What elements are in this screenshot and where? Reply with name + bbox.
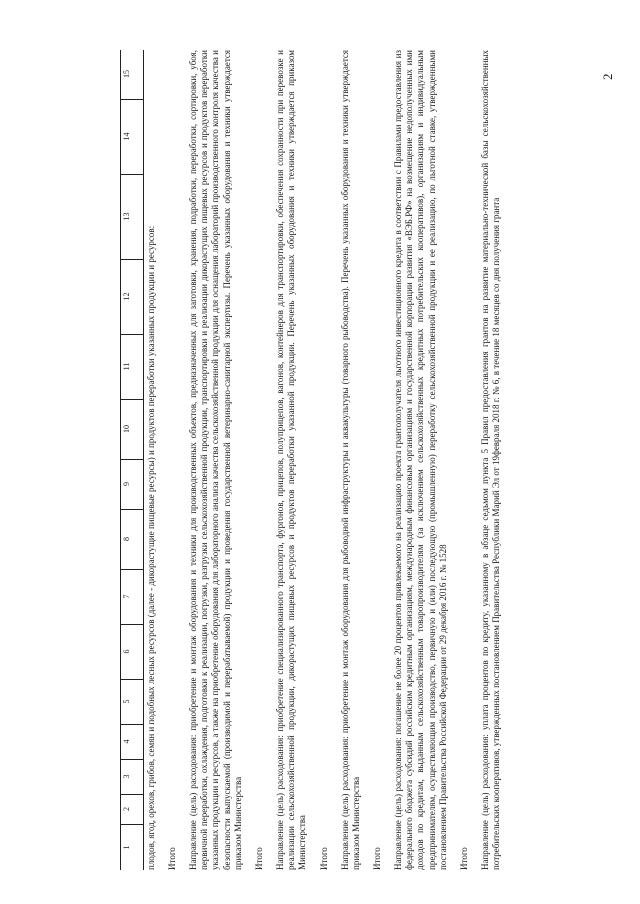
total-label: Итого bbox=[459, 847, 470, 870]
header-cell: 7 bbox=[121, 569, 143, 625]
total-label: Итого bbox=[254, 847, 265, 870]
section-intro-text: плодов, ягод, орехов, грибов, семян и подобных лесных ресурсов (далее - дикорастущие пищевые ресурсы) и продуктов переработки указанных продукции и ресурсов: bbox=[146, 225, 156, 870]
rotated-table bbox=[120, 50, 560, 870]
header-cell: 10 bbox=[121, 399, 143, 460]
table-header-row bbox=[120, 50, 144, 870]
header-cell: 14 bbox=[121, 99, 143, 175]
header-cell: 1 bbox=[122, 845, 131, 850]
header-cell: 6 bbox=[121, 624, 143, 680]
header-cell: 12 bbox=[121, 259, 143, 335]
header-cell: 13 bbox=[121, 174, 143, 260]
total-label: Итого bbox=[372, 847, 383, 870]
expense-direction-paragraph: Направление (цель) расходования: приобретение и монтаж оборудования и техники для производственных объектов, предназначенных для заготовки, хранения, подработки, переработки, сортировки, убоя, первичной переработки, охлаждения, подготовки к реализации, погрузки, разгрузки сельскохозяйственной продукции, транспортировки и реализации дикорастущих пищевых ресурсов и продуктов переработки указанных продукции и ресурсов, а также на приобретение оборудования для лабораторного анализа качества сельскохозяйственной продукции для оснащения лабораторий производственного контроля качества и безопасности выпускаемой (производимой и перерабатываемой) продукции и проведения государственной ветеринарно-санитарной экспертизы. Перечень указанных оборудования и техники утверждается приказом Министерства bbox=[188, 50, 243, 870]
header-cell: 15 bbox=[121, 49, 143, 100]
expense-direction-paragraph: Направление (цель) расходования: уплата процентов по кредиту, указанному в абзаце седьмом пункта 5 Правил предоставления грантов на развитие материально-технической базы сельскохозяйственных потребительских кооперативов, утвержденных постановлением Правительства Республики Марий Эл от 19февраля 2018 г. № 6, в течение 18 месяцев со дня получения гранта bbox=[480, 50, 502, 870]
header-cell: 11 bbox=[121, 334, 143, 400]
header-cell: 3 bbox=[121, 759, 143, 795]
header-cell: 4 bbox=[121, 724, 143, 760]
expense-direction-paragraph: Направление (цель) расходования: погашение не более 20 процентов привлекаемого на реализацию проекта грантополучателя льготного инвестиционного кредита в соответствии с Правилами предоставления из федерального бюджета субсидий российским кредитным организациям, международным финансовым организациям и государственной корпорации развития «ВЭБ.РФ» на возмещение недополученных ими доходов по кредитам, выданным сельскохозяйственным товаропроизводителям (за исключением сельскохозяйственных кредитных потребительских кооперативов), организациям и индивидуальным предпринимателям, осуществляющим производство, первичную и (или) последующую (промышленную) переработку сельскохозяйственной продукции и ее реализацию, по льготной ставке, утвержденными постановлением Правительства Российской Федерации от 29 декабря 2016 г. № 1528 bbox=[393, 50, 448, 870]
header-cell: 2 bbox=[121, 794, 143, 825]
table-body bbox=[146, 50, 512, 870]
header-cell: 5 bbox=[121, 679, 143, 725]
header-cell: 9 bbox=[121, 459, 143, 510]
page-number: 2 bbox=[600, 73, 615, 80]
expense-direction-paragraph: Направление (цель) расходования: приобретение специализированного транспорта, фургонов, прицепов, полуприцепов, вагонов, контейнеров для транспортировки, обеспечения сохранности при перевозке и реализации сельскохозяйственной продукции, дикорастущих пищевых ресурсов и продуктов переработки указанной продукции. Перечень указанных оборудования и техники утверждается приказом Министерства bbox=[275, 50, 308, 870]
header-cell: 8 bbox=[121, 509, 143, 570]
expense-direction-paragraph: Направление (цель) расходования: приобретение и монтаж оборудования для рыбоводной инфраструктуры и аквакультуры (товарного рыбоводства). Перечень указанных оборудования и техники утверждается приказом Министерства bbox=[339, 50, 361, 870]
total-label: Итого bbox=[167, 847, 177, 870]
total-label: Итого bbox=[318, 847, 329, 870]
